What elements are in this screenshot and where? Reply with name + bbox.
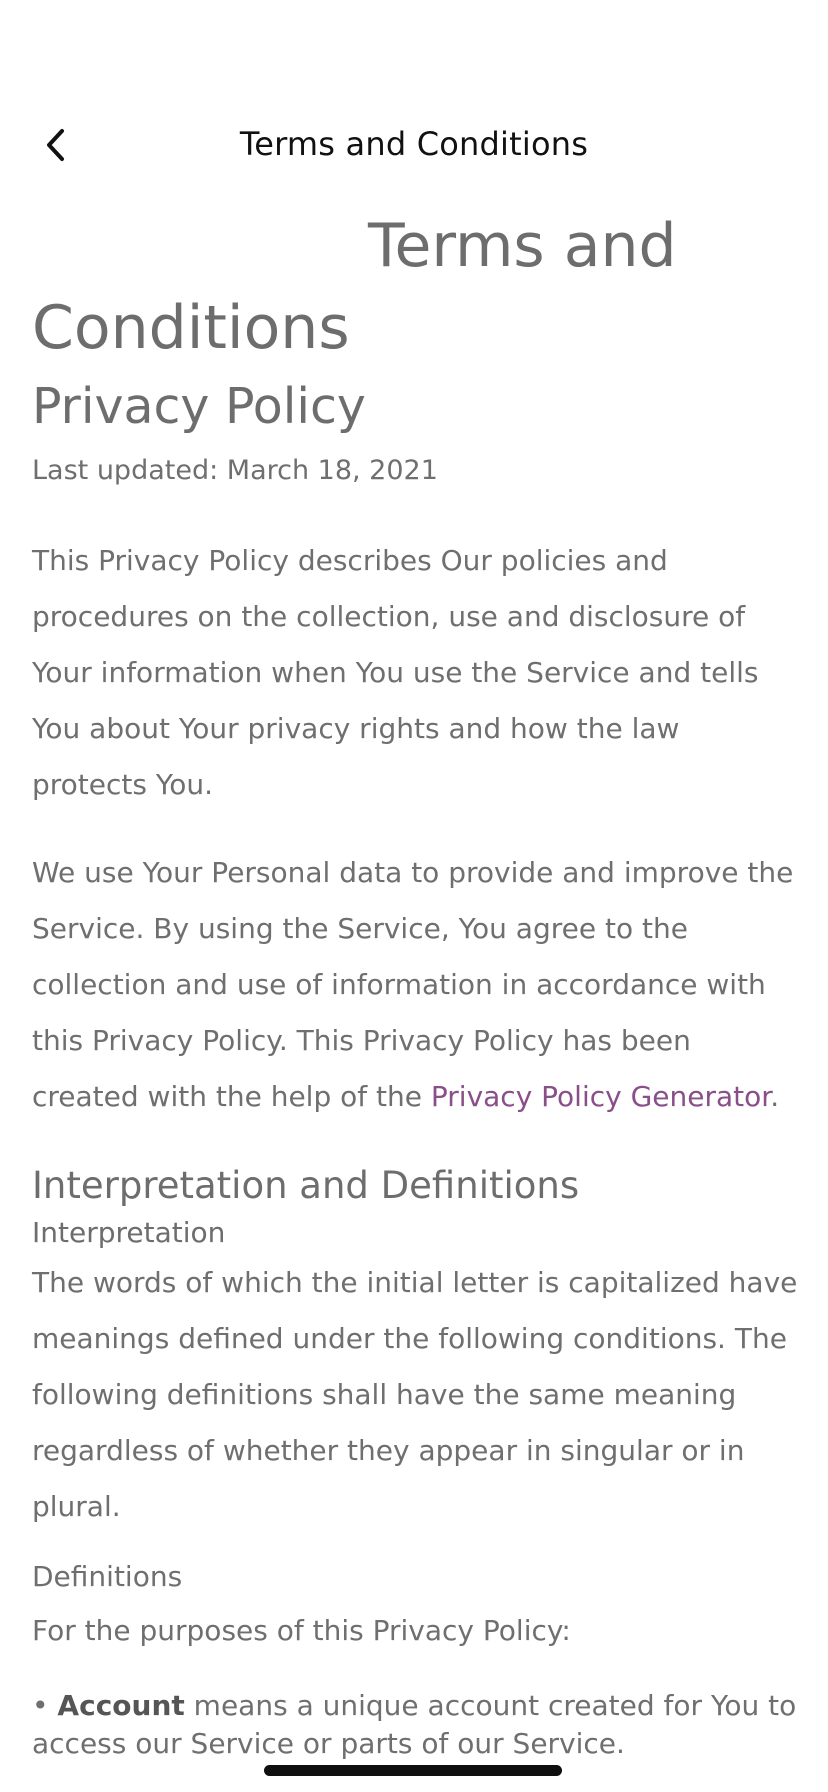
- privacy-policy-title: Privacy Policy: [32, 378, 366, 435]
- definitions-heading: Definitions: [32, 1560, 183, 1593]
- bullet-glyph: •: [32, 1689, 49, 1722]
- document-content: [32, 205, 802, 1763]
- privacy-policy-generator-link[interactable]: Privacy Policy Generator: [430, 1080, 771, 1113]
- account-term: Account: [57, 1689, 185, 1722]
- status-bar: [0, 0, 828, 90]
- interpretation-paragraph: The words of which the initial letter is capitalized have meanings defined under the following conditions. The following definitions shall have the same meaning regardless of whether they appear in singular or in plural.: [32, 1266, 798, 1523]
- interpretation-definitions-heading: Interpretation and Definitions: [32, 1164, 580, 1207]
- last-updated-text: Last updated: March 18, 2021: [32, 455, 438, 486]
- account-definition-item: [32, 1687, 802, 1763]
- document-title: Terms and Conditions: [32, 211, 677, 363]
- home-indicator: [264, 1765, 562, 1776]
- account-definition-text: means a unique account created for You to access our Service or parts of our Service.: [32, 1689, 797, 1760]
- page-title: Terms and Conditions: [239, 125, 589, 163]
- definitions-intro: For the purposes of this Privacy Policy:: [32, 1614, 571, 1647]
- navigation-header: [0, 105, 828, 185]
- interpretation-heading: Interpretation: [32, 1216, 226, 1249]
- intro-paragraph: This Privacy Policy describes Our policies and procedures on the collection, use and disclosure of Your information when You use the Service and tells You about Your privacy rights and how the law protects You.: [32, 544, 759, 801]
- usage-paragraph-text: We use Your Personal data to provide and improve the Service. By using the Service, You agree to the collection and use of information in accordance with this Privacy Policy. This Privacy Policy has been created with the help of the: [32, 856, 794, 1113]
- usage-paragraph: [32, 845, 802, 1125]
- usage-paragraph-end: .: [770, 1080, 780, 1113]
